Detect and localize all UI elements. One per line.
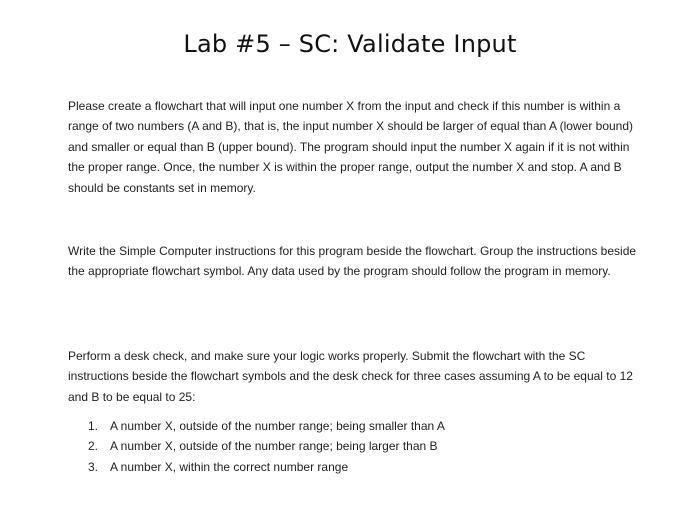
list-item-text: A number X, within the correct number range [110,459,349,474]
list-item-number: 2. [88,439,99,454]
page-title: Lab #5 – SC: Validate Input [183,30,517,58]
instructions-paragraph-flowchart: Please create a flowchart that will input one number X from the input and check if this number is within a range of two numbers (A and B), that is, the input number X should be larger of equal than A (lower bound) and smaller or equal than B (upper bound). The program should input the number X again if it is not within the proper range. Once, the number X is within the proper range, output the number X and stop. A and B should be constants set in memory. [68,99,634,195]
list-item-number: 1. [88,419,99,433]
list-item [88,457,648,477]
list-item-text: A number X, outside of the number range; being larger than B [110,439,438,454]
test-cases-list [88,416,648,477]
list-item-number: 3. [88,459,99,474]
instructions-paragraph-desk-check: Perform a desk check, and make sure your logic works properly. Submit the flowchart with the SC instructions beside the flowchart symbols and the desk check for three cases assuming A to be equal to 12 and B to be equal to 25: [68,349,633,404]
list-item-text: A number X, outside of the number range; being smaller than A [110,419,445,433]
list-item [88,436,648,456]
instructions-paragraph-sc: Write the Simple Computer instructions for this program beside the flowchart. Group the instructions beside the appropriate flowchart symbol. Any data used by the program should follow the program in memory. [68,244,637,279]
list-item [88,416,648,436]
